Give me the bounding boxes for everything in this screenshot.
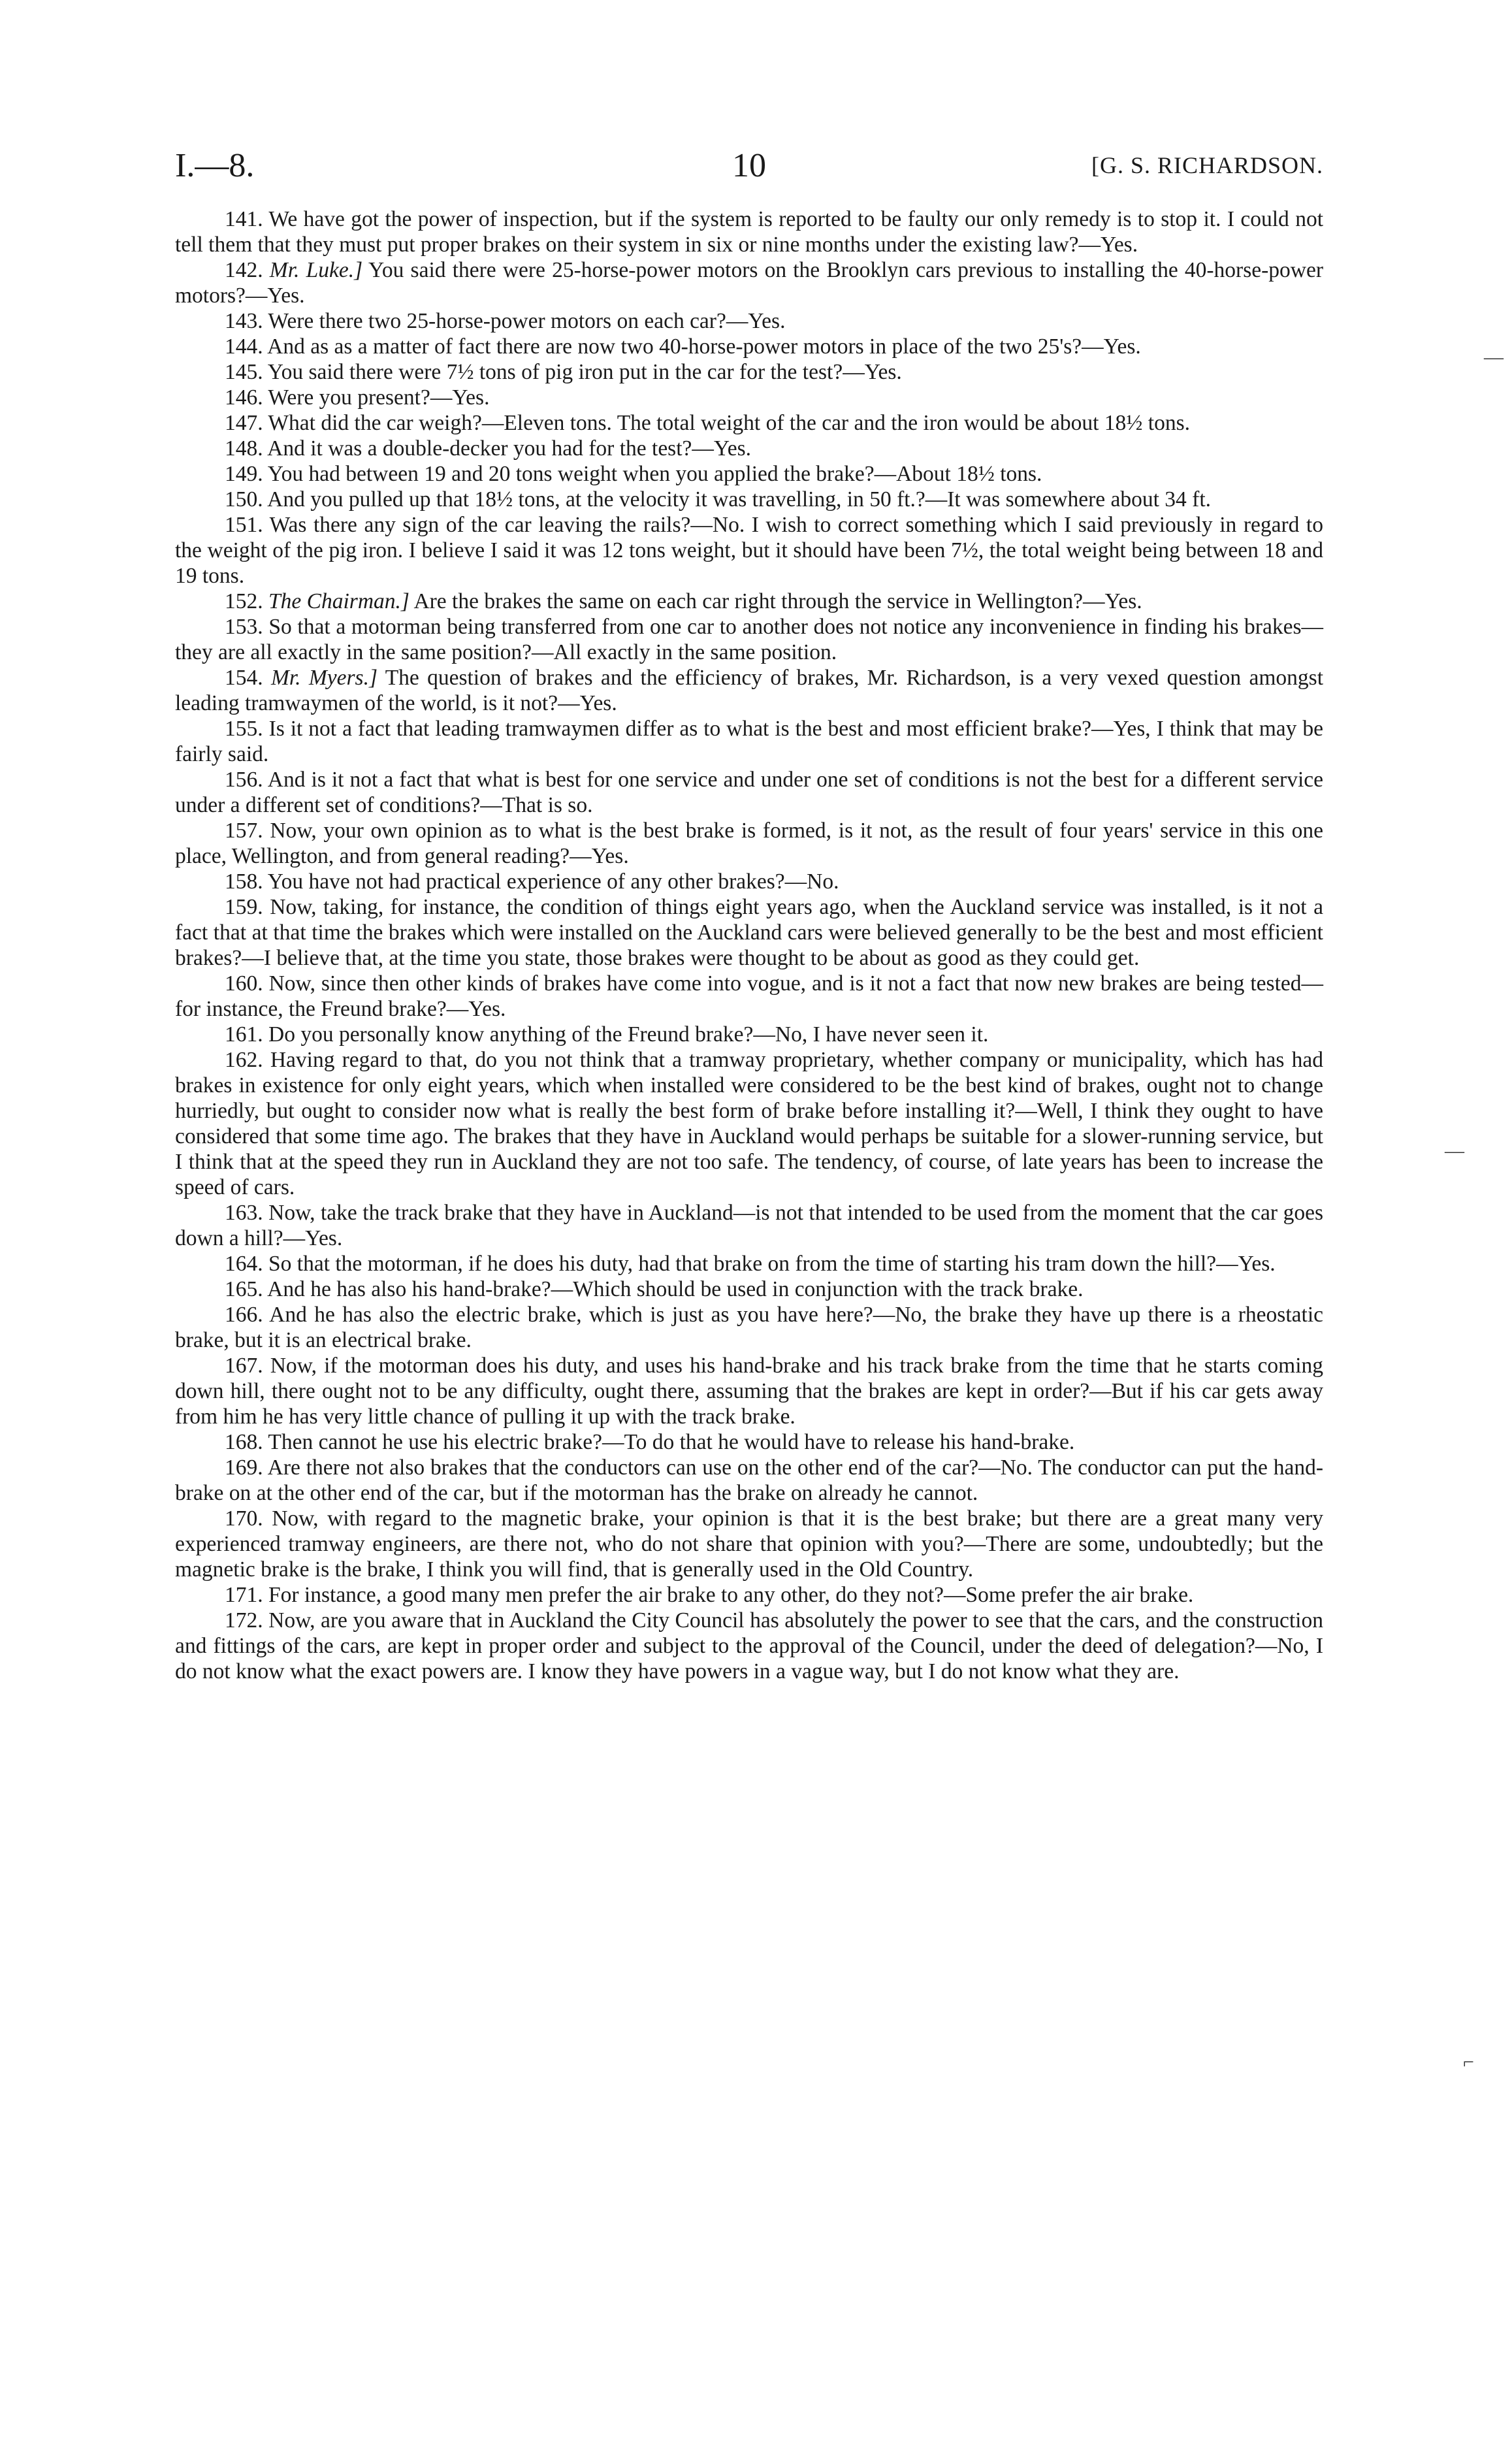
question-text: So that the motorman, if he does his duty, had that brake on from the time of starting his tram down the hill?—Yes. — [268, 1252, 1276, 1276]
question-number: 166. — [225, 1303, 263, 1327]
question-text: We have got the power of inspection, but if the system is reported to be faulty our only remedy is to stop it. I could not tell them that they must put proper brakes on their system in six or nine months under the existing law?—Yes. — [175, 207, 1323, 257]
question-number: 154. — [225, 666, 263, 690]
question-number: 147. — [225, 411, 263, 435]
question-165 — [175, 1276, 1323, 1302]
question-167 — [175, 1353, 1323, 1429]
question-text: Now, are you aware that in Auckland the City Council has absolutely the power to see that the cars, and the construction and fittings of the cars, are kept in proper order and subject to the approval of the Council, under the deed of delegation?—No, I do not know what the exact powers are. I know they have powers in a vague way, but I do not know what they are. — [175, 1608, 1323, 1683]
question-152 — [175, 589, 1323, 614]
question-160 — [175, 971, 1323, 1022]
question-text: Are the brakes the same on each car right through the service in Wellington?—Yes. — [413, 589, 1142, 613]
margin-mark: — — [1445, 1140, 1464, 1162]
question-number: 141. — [225, 207, 263, 231]
question-text: Now, if the motorman does his duty, and uses his hand-brake and his track brake from the time that he starts coming down hill, there ought not to be any difficulty, ought there, assuming that the brakes are kept in order?—But if his car gets away from him he has very little chance of pulling it up with the track brake. — [175, 1354, 1324, 1429]
question-146 — [175, 385, 1323, 410]
question-155 — [175, 716, 1323, 767]
question-text: Now, take the track brake that they have in Auckland—is not that intended to be used from the moment that the car goes down a hill?—Yes. — [175, 1201, 1323, 1250]
transcript-body — [175, 206, 1323, 1684]
question-number: 146. — [225, 385, 263, 410]
question-number: 151. — [225, 513, 263, 537]
question-147 — [175, 410, 1323, 436]
question-number: 170. — [225, 1506, 263, 1531]
question-157 — [175, 818, 1323, 869]
question-number: 153. — [225, 615, 263, 639]
question-text: You have not had practical experience of any other brakes?—No. — [267, 870, 839, 894]
speaker-name: Mr. Luke.] — [269, 258, 363, 282]
question-172 — [175, 1608, 1323, 1684]
question-text: Are there not also brakes that the conductors can use on the other end of the car?—No. The conductor can put the hand-brake on at the other end of the car, but if the motorman has the brake on already he cannot. — [175, 1455, 1324, 1505]
question-number: 165. — [225, 1277, 263, 1301]
question-text: And he has also the electric brake, which is just as you have here?—No, the brake they have up there is a rheostatic brake, but it is an electrical brake. — [175, 1303, 1323, 1352]
question-159 — [175, 894, 1323, 971]
question-142 — [175, 257, 1323, 308]
question-156 — [175, 767, 1323, 818]
question-number: 143. — [225, 309, 263, 333]
margin-mark: — — [1484, 346, 1504, 368]
question-number: 164. — [225, 1252, 263, 1276]
question-number: 167. — [225, 1354, 263, 1378]
question-number: 172. — [225, 1608, 263, 1633]
question-number: 156. — [225, 768, 263, 792]
question-164 — [175, 1251, 1323, 1276]
question-number: 158. — [225, 870, 263, 894]
question-text: And it was a double-decker you had for the test?—Yes. — [267, 436, 752, 461]
question-number: 157. — [225, 819, 263, 843]
question-text: Then cannot he use his electric brake?—To do that he would have to release his hand-brake. — [268, 1430, 1075, 1454]
question-153 — [175, 614, 1323, 665]
question-text: Now, since then other kinds of brakes have come into vogue, and is it not a fact that now new brakes are being tested—for instance, the Freund brake?—Yes. — [175, 971, 1324, 1021]
question-166 — [175, 1302, 1323, 1353]
question-text: Now, your own opinion as to what is the best brake is formed, is it not, as the result of four years' service in this one place, Wellington, and from general reading?—Yes. — [175, 819, 1324, 868]
page-header — [175, 146, 1323, 192]
question-text: And is it not a fact that what is best for one service and under one set of conditions is not the best for a different service under a different set of conditions?—That is so. — [175, 768, 1323, 817]
question-number: 145. — [225, 360, 263, 384]
question-number: 171. — [225, 1583, 263, 1607]
question-151 — [175, 512, 1323, 589]
question-168 — [175, 1429, 1323, 1455]
question-141 — [175, 206, 1323, 257]
question-text: And he has also his hand-brake?—Which should be used in conjunction with the track brake. — [267, 1277, 1084, 1301]
question-number: 163. — [225, 1201, 263, 1225]
question-number: 159. — [225, 895, 263, 919]
question-text: And as as a matter of fact there are now two 40-horse-power motors in place of the two 25's?—Yes. — [267, 334, 1141, 359]
question-text: For instance, a good many men prefer the air brake to any other, do they not?—Some prefer the air brake. — [268, 1583, 1194, 1607]
question-number: 162. — [225, 1048, 263, 1072]
question-169 — [175, 1455, 1323, 1506]
margin-mark: ⌐ — [1463, 2051, 1474, 2073]
question-148 — [175, 436, 1323, 461]
question-143 — [175, 308, 1323, 334]
question-text: You had between 19 and 20 tons weight when you applied the brake?—About 18½ tons. — [267, 462, 1042, 486]
page-number: 10 — [732, 147, 766, 184]
question-150 — [175, 487, 1323, 512]
question-number: 142. — [225, 258, 263, 282]
question-number: 144. — [225, 334, 263, 359]
question-144 — [175, 334, 1323, 359]
question-text: So that a motorman being transferred from one car to another does not notice any inconvenience in finding his brakes—they are all exactly in the same position?—All exactly in the same position. — [175, 615, 1323, 664]
question-number: 148. — [225, 436, 263, 461]
question-text: And you pulled up that 18½ tons, at the velocity it was travelling, in 50 ft.?—It was somewhere about 34 ft. — [267, 487, 1212, 512]
question-158 — [175, 869, 1323, 894]
question-text: Was there any sign of the car leaving the rails?—No. I wish to correct something which I said previously in regard to the weight of the pig iron. I believe I said it was 12 tons weight, but it should have been 7½, the total weight being between 18 and 19 tons. — [175, 513, 1323, 588]
question-text: Is it not a fact that leading tramwaymen differ as to what is the best and most efficient brake?—Yes, I think that may be fairly said. — [175, 717, 1323, 766]
witness-name: [G. S. RICHARDSON. — [1091, 152, 1323, 178]
question-text: Having regard to that, do you not think that a tramway proprietary, whether company or municipality, which has had brakes in existence for only eight years, which when installed were considered to be the best kind of brakes, ought not to change hurriedly, but ought to consider now what is really the best form of brake before installing it?—Well, I think they ought to have considered that some time ago. The brakes that they have in Auckland would perhaps be suitable for a slower-running service, but I think that at the speed they run in Auckland they are not too safe. The tendency, of course, of late years has been to increase the speed of cars. — [175, 1048, 1323, 1199]
question-number: 150. — [225, 487, 263, 512]
question-171 — [175, 1582, 1323, 1608]
question-text: Were you present?—Yes. — [268, 385, 490, 410]
question-text: You said there were 25-horse-power motors on the Brooklyn cars previous to installing the 40-horse-power motors?—Yes. — [175, 258, 1323, 308]
question-149 — [175, 461, 1323, 487]
question-162 — [175, 1047, 1323, 1200]
question-text: Were there two 25-horse-power motors on each car?—Yes. — [268, 309, 786, 333]
question-text: Now, taking, for instance, the condition of things eight years ago, when the Auckland service was installed, is it not a fact that at that time the brakes which were installed on the Auckland cars were believed generally to be the best and most efficient brakes?—I believe that, at the time you state, those brakes were thought to be about as good as they could get. — [175, 895, 1324, 970]
question-text: Now, with regard to the magnetic brake, your opinion is that it is the best brake; but there are a great many very experienced tramway engineers, are there not, who do not share that opinion with you?—There are some, undoubtedly; but the magnetic brake is the brake, I think you will find, that is generally used in the Old Country. — [175, 1506, 1324, 1582]
question-154 — [175, 665, 1323, 716]
question-number: 169. — [225, 1455, 263, 1480]
question-text: Do you personally know anything of the Freund brake?—No, I have never seen it. — [268, 1022, 989, 1047]
question-number: 168. — [225, 1430, 263, 1454]
question-number: 155. — [225, 717, 263, 741]
question-161 — [175, 1022, 1323, 1047]
speaker-name: Mr. Myers.] — [270, 666, 378, 690]
question-number: 149. — [225, 462, 263, 486]
question-number: 160. — [225, 971, 263, 996]
question-170 — [175, 1506, 1323, 1582]
question-number: 161. — [225, 1022, 263, 1047]
question-number: 152. — [225, 589, 263, 613]
question-163 — [175, 1200, 1323, 1251]
document-reference: I.—8. — [175, 147, 255, 184]
question-text: The question of brakes and the efficiency of brakes, Mr. Richardson, is a very vexed question amongst leading tramwaymen of the world, is it not?—Yes. — [175, 666, 1324, 715]
question-145 — [175, 359, 1323, 385]
question-text: You said there were 7½ tons of pig iron put in the car for the test?—Yes. — [267, 360, 902, 384]
speaker-name: The Chairman.] — [268, 589, 410, 613]
question-text: What did the car weigh?—Eleven tons. The total weight of the car and the iron would be about 18½ tons. — [268, 411, 1190, 435]
